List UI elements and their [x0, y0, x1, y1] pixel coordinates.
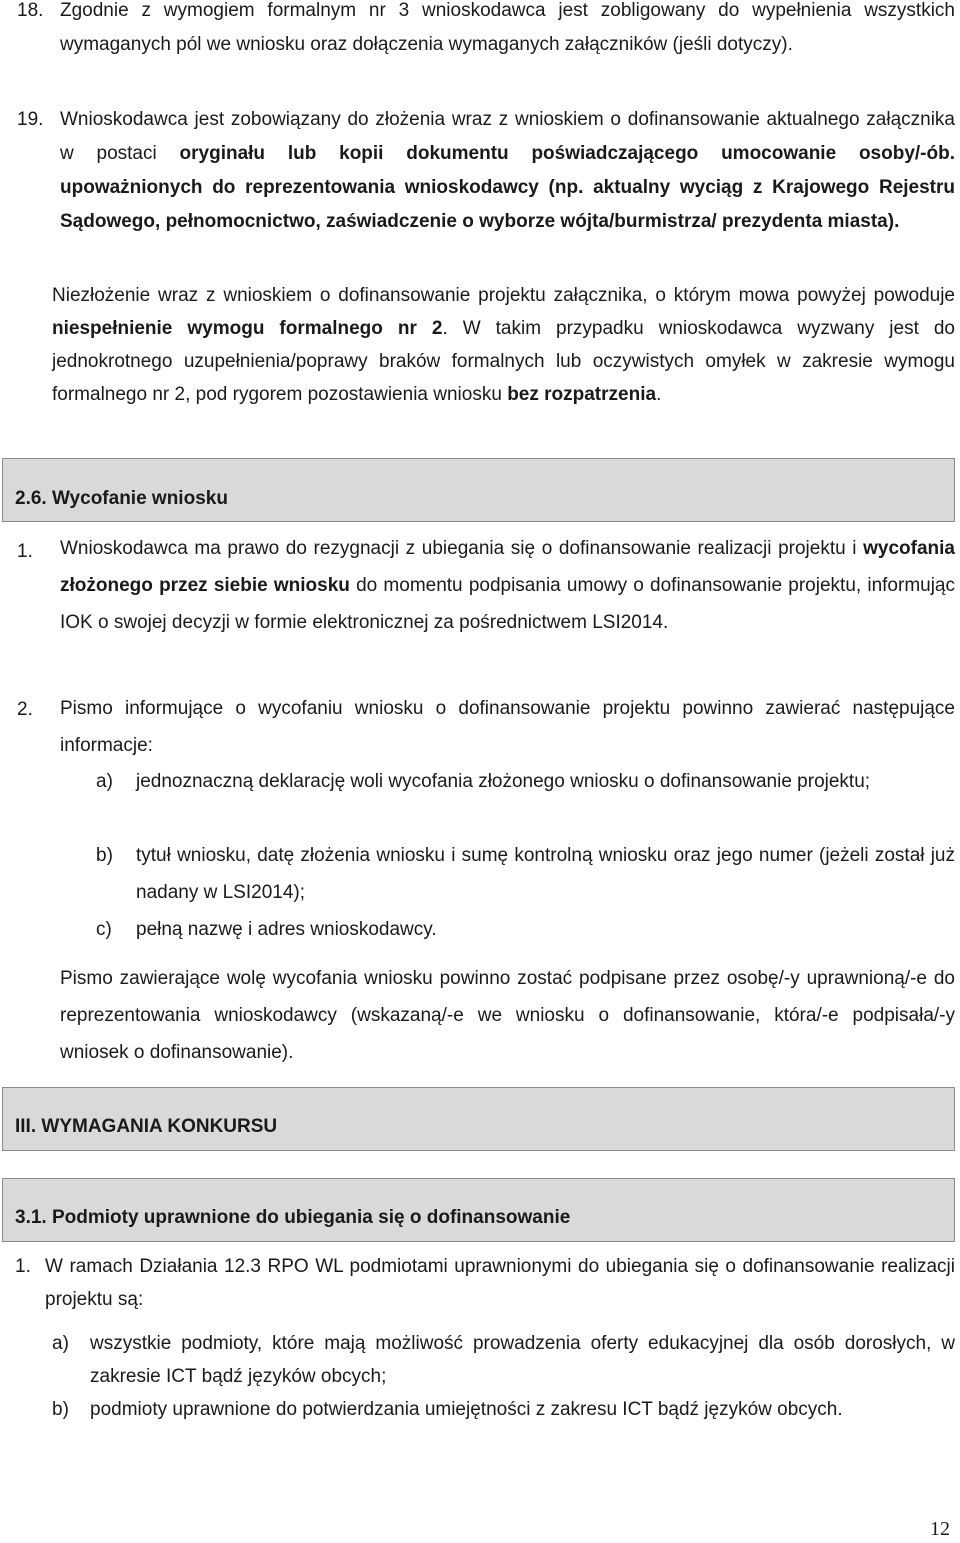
item-number-18: 18. — [17, 0, 44, 21]
list-letter-c: c) — [96, 919, 112, 940]
section-header-iii — [2, 1087, 955, 1151]
note-bold-a: niespełnienie wymogu formalnego nr 2 — [52, 318, 443, 339]
eligible-list-text-b: podmioty uprawnione do potwierdzania umiejętności z zakresu ICT bądź języków obcych. — [90, 1399, 843, 1420]
list-letter-b: b) — [96, 845, 113, 866]
note-text-b: . W takim przypadku wnioskodawca wyzwany jest do jednokrotnego uzupełnienia/poprawy braków formalnych lub oczywistych omyłek w zakresie wymogu formalnego nr 2, pod rygorem pozostawienia wniosku — [52, 318, 955, 405]
eligible-list-text-a: wszystkie podmioty, które mają możliwość prowadzenia oferty edukacyjnej dla osób dorosłych, w zakresie ICT bądź języków obcych; — [90, 1333, 955, 1387]
section-header-2-6 — [2, 458, 955, 522]
section-title: 2.6. Wycofanie wniosku — [15, 488, 228, 509]
section-31-item-1-text: W ramach Działania 12.3 RPO WL podmiotami uprawnionymi do ubiegania się o dofinansowanie realizacji projektu są: — [45, 1256, 955, 1310]
section-26-item-number-1: 1. — [17, 541, 33, 562]
item-19-text — [60, 103, 955, 239]
withdraw-bold: wycofania złożonego przez siebie wniosku — [60, 538, 955, 596]
missing-attachment-note — [52, 279, 955, 411]
eligible-list-letter-a: a) — [52, 1333, 69, 1354]
section-26-item-2-text: Pismo informujące o wycofaniu wniosku o dofinansowanie projektu powinno zawierać następujące informacje: — [60, 698, 955, 756]
note-bold-b: bez rozpatrzenia — [507, 384, 657, 405]
list-item-text-c: pełną nazwę i adres wnioskodawcy. — [136, 919, 437, 940]
section-title: 3.1. Podmioty uprawnione do ubiegania się o dofinansowanie — [15, 1207, 571, 1228]
list-item-text-a: jednoznaczną deklarację woli wycofania złożonego wniosku o dofinansowanie projektu; — [136, 771, 871, 792]
section-26-item-number-2: 2. — [17, 699, 33, 720]
section-header-3-1 — [2, 1178, 955, 1242]
item-18-text: Zgodnie z wymogiem formalnym nr 3 wnioskodawca jest zobligowany do wypełnienia wszystkich wymaganych pól we wniosku oraz dołączenia wymaganych załączników (jeśli dotyczy). — [60, 0, 955, 55]
page-number: 12 — [930, 1518, 950, 1540]
withdraw-text-a: Wnioskodawca ma prawo do rezygnacji z ubiegania się o dofinansowanie realizacji projektu i — [60, 538, 864, 559]
list-item-text-b: tytuł wniosku, datę złożenia wniosku i sumę kontrolną wniosku oraz jego numer (jeżeli został już nadany w LSI2014); — [136, 845, 955, 903]
item-19-bold-part: oryginału lub kopii dokumentu poświadczającego umocowanie osoby/-ób. upoważnionych do reprezentowania wnioskodawcy (np. aktualny wyciąg z Krajowego Rejestru Sądowego, pełnomocnictwo, zaświadczenie o wyborze wójta/burmistrza/ prezydenta miasta). — [60, 143, 956, 232]
item-19-text-part: Wnioskodawca jest zobowiązany do złożenia wraz z wnioskiem o dofinansowanie aktualnego załącznika w postaci — [60, 109, 955, 164]
section-26-item-1-text — [60, 530, 955, 641]
section-31-item-number-1: 1. — [15, 1256, 31, 1277]
list-letter-a: a) — [96, 771, 113, 792]
withdrawal-letter-signature-note: Pismo zawierające wolę wycofania wniosku powinno zostać podpisane przez osobę/-y uprawnioną/-e do reprezentowania wnioskodawcy (wskazaną/-e we wniosku o dofinansowanie, która/-e podpisała/-y wniosek o dofinansowanie). — [60, 968, 955, 1063]
withdraw-text-b: do momentu podpisania umowy o dofinansowanie projektu, informując IOK o swojej decyzji w formie elektronicznej za pośrednictwem LSI2014. — [60, 575, 955, 633]
section-title: III. WYMAGANIA KONKURSU — [15, 1116, 278, 1137]
eligible-list-letter-b: b) — [52, 1399, 69, 1420]
note-text-c: . — [656, 384, 662, 405]
note-text-a: Niezłożenie wraz z wnioskiem o dofinansowanie projektu załącznika, o którym mowa powyżej powoduje — [52, 285, 955, 306]
item-number-19: 19. — [17, 109, 44, 130]
